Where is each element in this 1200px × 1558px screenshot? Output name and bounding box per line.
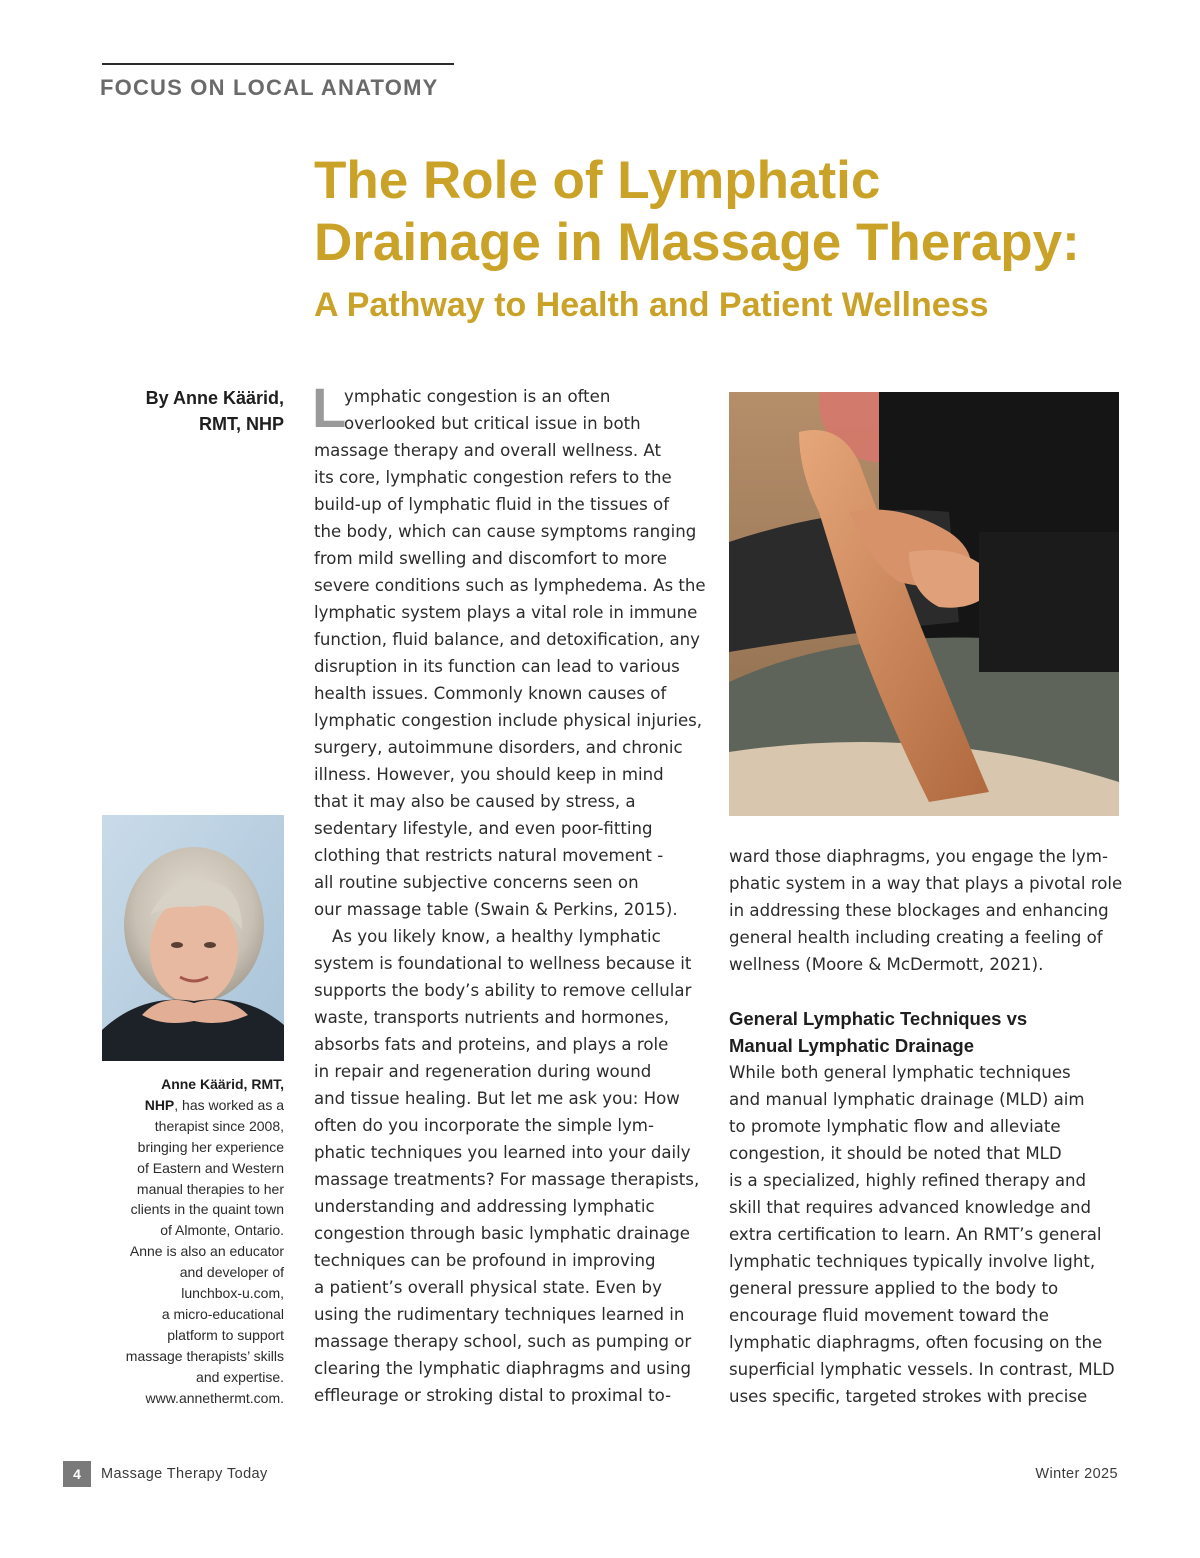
section-label: FOCUS ON LOCAL ANATOMY [100,75,439,100]
article-title [314,150,1080,274]
body-line: skill that requires advanced knowledge and [729,1198,1092,1217]
body-line: ward those diaphragms, you engage the lym- [729,847,1108,866]
body-line: waste, transports nutrients and hormones, [314,1008,670,1027]
bio-name: Anne Käärid, RMT, [161,1076,284,1092]
body-line: build-up of lymphatic fluid in the tissues of [314,495,670,514]
page-number: 4 [63,1461,91,1487]
body-line: system is foundational to wellness because it [314,954,692,973]
body-line: techniques can be profound in improving [314,1251,656,1270]
body-line: from mild swelling and discomfort to more [314,549,667,568]
bio-line: lunchbox-u.com, [181,1285,284,1302]
body-line: is a specialized, highly refined therapy and [729,1171,1087,1190]
body-line: in repair and regeneration during wound [314,1062,652,1081]
body-line: using the rudimentary techniques learned in [314,1305,685,1324]
bio-line: and expertise. [196,1368,284,1385]
byline [100,385,284,437]
body-line: superficial lymphatic vessels. In contrast, MLD [729,1360,1115,1379]
massage-photo [729,392,1119,816]
body-line: uses specific, targeted strokes with precise [729,1387,1088,1406]
bio-name-cont: NHP [144,1096,175,1113]
body-line: that it may also be caused by stress, a [314,792,636,811]
subheading: General Lymphatic Techniques vs [729,1008,1028,1029]
body-line: our massage table (Swain & Perkins, 2015). [314,900,678,919]
body-line: its core, lymphatic congestion refers to the [314,468,672,487]
body-line: effleurage or stroking distal to proximal to- [314,1386,672,1405]
body-line: While both general lymphatic techniques [729,1063,1071,1082]
body-line: severe conditions such as lymphedema. As the [314,576,706,595]
body-line: extra certification to learn. An RMT’s general [729,1225,1102,1244]
body-line: clearing the lymphatic diaphragms and using [314,1359,691,1378]
publication-name: Massage Therapy Today [101,1466,268,1482]
issue-date: Winter 2025 [1035,1466,1118,1482]
body-line: often do you incorporate the simple lym- [314,1116,654,1135]
body-line: massage therapy school, such as pumping or [314,1332,692,1351]
bio-line: of Eastern and Western [137,1159,284,1176]
body-line: congestion through basic lymphatic drainage [314,1224,690,1243]
paragraph [729,843,1124,978]
body-column-middle [312,376,706,1409]
body-line: congestion, it should be noted that MLD [729,1144,1062,1163]
body-line: surgery, autoimmune disorders, and chronic [314,738,683,757]
body-line: overlooked but critical issue in both [344,414,641,433]
author-bio [100,1074,284,1409]
bio-line: a micro-educational [161,1305,284,1322]
body-line: encourage fluid movement toward the [729,1306,1049,1325]
body-line: and tissue healing. But let me ask you: How [314,1089,680,1108]
body-line: general pressure applied to the body to [729,1279,1059,1298]
author-portrait [102,815,284,1061]
body-line: As you likely know, a healthy lymphatic [332,927,661,946]
body-line: health issues. Commonly known causes of [314,684,667,703]
title-line: Drainage in Massage Therapy: [314,213,1080,272]
body-line: clothing that restricts natural movement - [314,846,664,865]
bio-line: Anne is also an educator [129,1243,284,1260]
article-subtitle: A Pathway to Health and Patient Wellness [314,286,989,324]
body-line: massage therapy and overall wellness. At [314,441,661,460]
massage-photo-image [729,392,1119,816]
body-line: a patient’s overall physical state. Even by [314,1278,662,1297]
body-line: the body, which can cause symptoms ranging [314,522,697,541]
byline-line: By Anne Käärid, [145,388,284,408]
drop-cap: L [312,376,347,439]
body-line: sedentary lifestyle, and even poor-fitting [314,819,653,838]
body-line: understanding and addressing lymphatic [314,1197,655,1216]
bio-line: massage therapists’ skills [125,1347,284,1364]
body-line: lymphatic diaphragms, often focusing on the [729,1333,1103,1352]
body-line: lymphatic congestion include physical injuries, [314,711,703,730]
paragraph [314,437,706,923]
bio-line [100,1074,284,1095]
body-line: absorbs fats and proteins, and plays a role [314,1035,669,1054]
paragraph [729,1059,1124,1410]
bio-line: bringing her experience [137,1138,284,1155]
body-line: phatic system in a way that plays a pivotal role [729,874,1123,893]
bio-line: clients in the quaint town [130,1201,284,1218]
title-line: The Role of Lymphatic [314,151,881,210]
section-rule [102,63,454,65]
body-column-right [729,843,1124,1410]
subheading: Manual Lymphatic Drainage [729,1035,975,1056]
bio-line: manual therapies to her [136,1180,284,1197]
bio-line: platform to support [167,1326,284,1343]
paragraph [314,923,706,1409]
body-line: ymphatic congestion is an often [344,387,611,406]
body-line: illness. However, you should keep in mind [314,765,664,784]
body-line: wellness (Moore & McDermott, 2021). [729,955,1044,974]
bio-line [100,1095,284,1116]
bio-link[interactable]: www.annethermt.com. [145,1389,284,1406]
body-line: all routine subjective concerns seen on [314,873,639,892]
body-line: phatic techniques you learned into your daily [314,1143,691,1162]
body-line: supports the body’s ability to remove cellular [314,981,692,1000]
body-line: to promote lymphatic flow and alleviate [729,1117,1061,1136]
body-line: in addressing these blockages and enhancing [729,901,1109,920]
body-line: function, fluid balance, and detoxification, any [314,630,700,649]
body-line: disruption in its function can lead to various [314,657,680,676]
bio-line: therapist since 2008, [154,1117,284,1134]
body-line: general health including creating a feeling of [729,928,1103,947]
bio-line: and developer of [179,1264,284,1281]
body-line: massage treatments? For massage therapists, [314,1170,700,1189]
bio-line: of Almonte, Ontario. [160,1222,284,1239]
bio-text: , has worked as a [174,1096,284,1113]
paragraph-gap [729,978,1124,1005]
body-line: and manual lymphatic drainage (MLD) aim [729,1090,1085,1109]
author-portrait-image [102,815,284,1061]
body-line: lymphatic techniques typically involve light, [729,1252,1096,1271]
byline-line: RMT, NHP [199,414,284,434]
body-line: lymphatic system plays a vital role in immune [314,603,698,622]
